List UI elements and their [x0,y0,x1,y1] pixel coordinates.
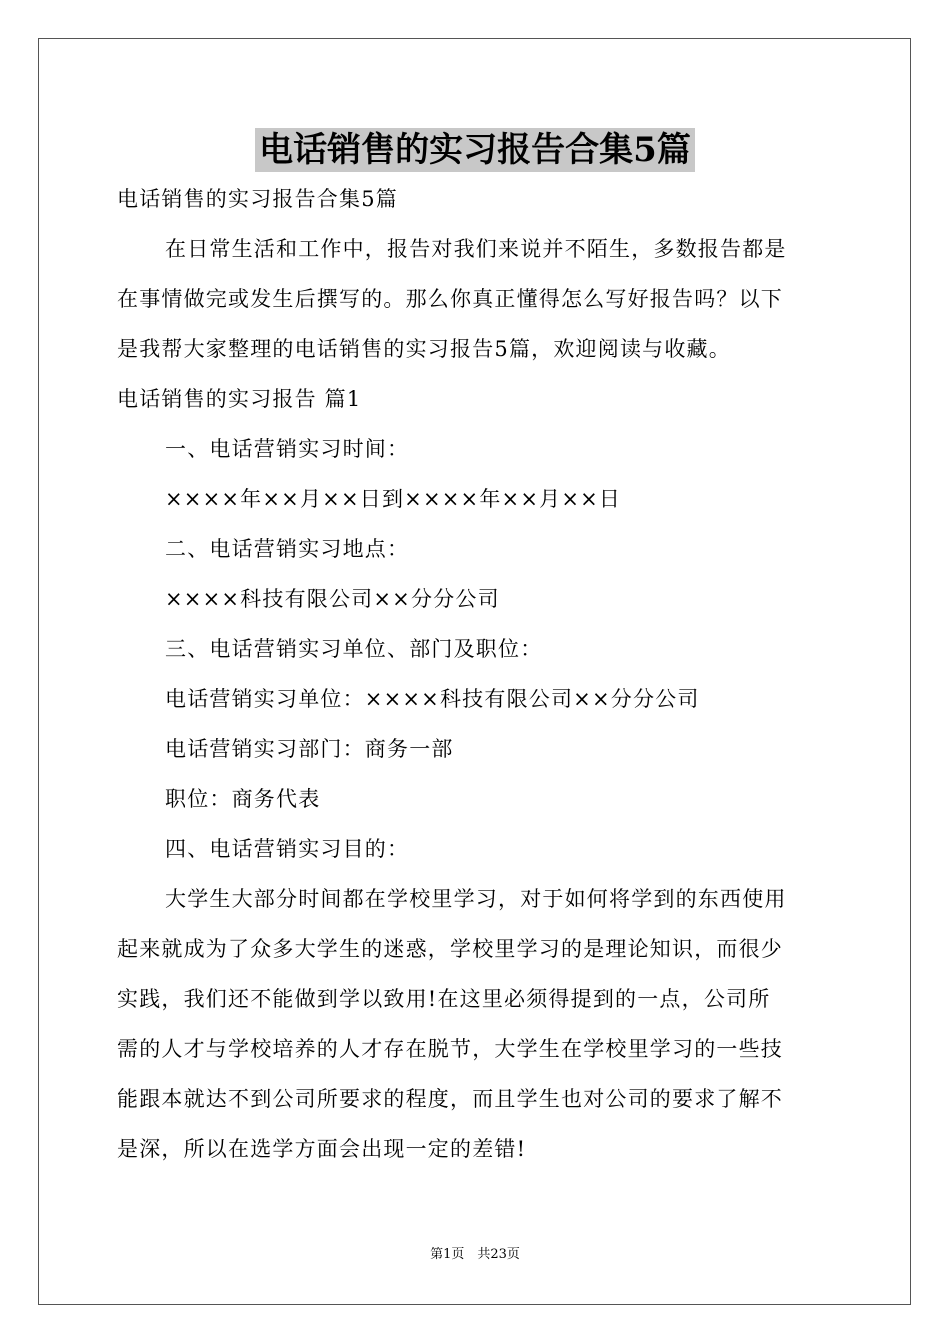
intro-line-2: 在事情做完或发生后撰写的。那么你真正懂得怎么写好报告吗？以下 [117,287,783,311]
document-subtitle: 电话销售的实习报告合集5篇 [117,187,398,211]
paragraph-line-1: 大学生大部分时间都在学校里学习，对于如何将学到的东西使用 [165,887,787,911]
item-time-heading: 一、电话营销实习时间： [165,437,410,461]
paragraph-line-2: 起来就成为了众多大学生的迷惑，学校里学习的是理论知识，而很少 [117,937,783,961]
paragraph-line-5: 能跟本就达不到公司所要求的程度，而且学生也对公司的要求了解不 [117,1087,783,1111]
item-position-value: 职位：商务代表 [165,787,321,811]
section-heading: 电话销售的实习报告 篇1 [117,387,362,411]
paragraph-line-4: 需的人才与学校培养的人才存在脱节，大学生在学校里学习的一些技 [117,1037,783,1061]
item-unit-heading: 三、电话营销实习单位、部门及职位： [165,637,543,661]
paragraph-line-3: 实践，我们还不能做到学以致用!在这里必须得提到的一点，公司所 [117,987,771,1011]
item-department-value: 电话营销实习部门：商务一部 [165,737,454,761]
item-time-value: ××××年××月××日到××××年××月××日 [165,487,622,511]
page-footer: 第1页 共23页 [430,1247,520,1262]
item-location-heading: 二、电话营销实习地点： [165,537,410,561]
item-location-value: ××××科技有限公司××分分公司 [165,587,500,611]
title-container [0,128,950,172]
intro-line-1: 在日常生活和工作中，报告对我们来说并不陌生，多数报告都是 [165,237,787,261]
intro-line-3: 是我帮大家整理的电话销售的实习报告5篇，欢迎阅读与收藏。 [117,337,731,361]
document-title: 电话销售的实习报告合集5篇 [255,128,695,172]
item-unit-value: 电话营销实习单位：××××科技有限公司××分分公司 [165,687,700,711]
item-purpose-heading: 四、电话营销实习目的： [165,837,410,861]
page-border [38,38,911,1305]
paragraph-line-6: 是深，所以在选学方面会出现一定的差错! [117,1137,527,1161]
